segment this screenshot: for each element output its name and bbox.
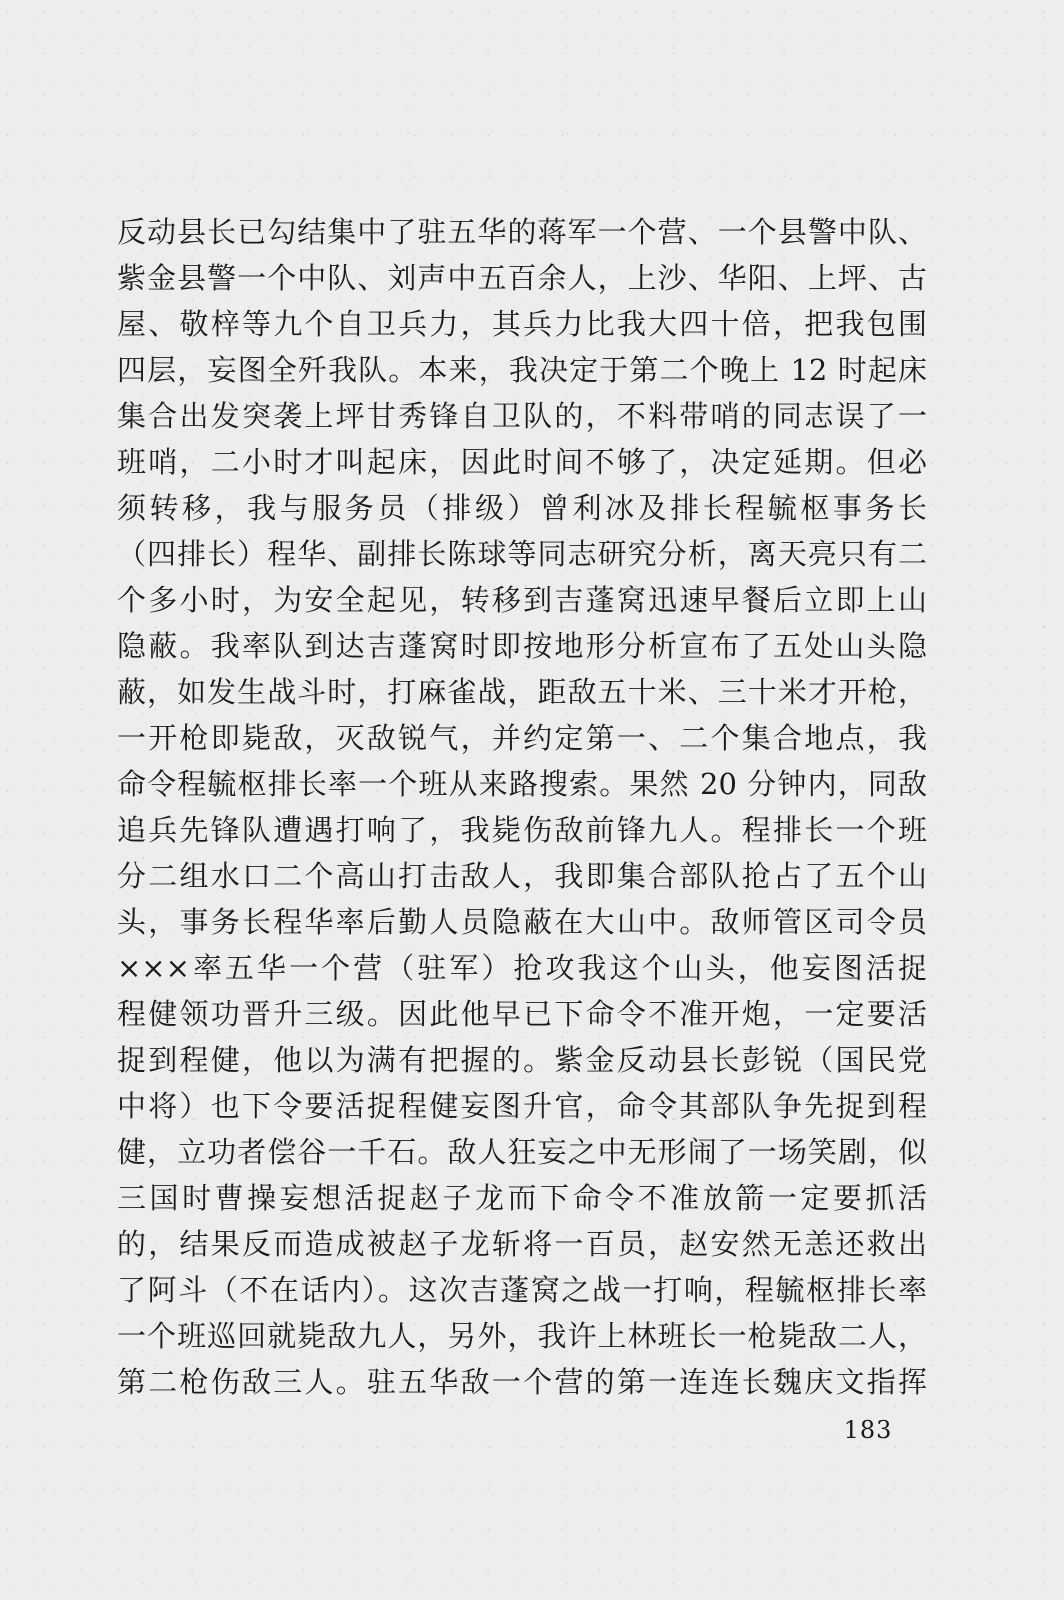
text-line: 屋、敬梓等九个自卫兵力，其兵力比我大四十倍，把我包围 [117, 307, 927, 341]
text-line: 集合出发突袭上坪甘秀锋自卫队的，不料带哨的同志误了一 [117, 399, 927, 433]
text-line: ×××率五华一个营（驻军）抢攻我这个山头，他妄图活捉 [117, 951, 927, 985]
text-line: 四层，妄图全歼我队。本来，我决定于第二个晚上 12 时起床 [117, 353, 927, 387]
text-line: 追兵先锋队遭遇打响了，我毙伤敌前锋九人。程排长一个班 [117, 813, 927, 847]
text-line: 三国时曹操妄想活捉赵子龙而下命令不准放箭一定要抓活 [117, 1181, 927, 1215]
text-line: 的，结果反而造成被赵子龙斩将一百员，赵安然无恙还救出 [117, 1227, 927, 1261]
text-line: 健，立功者偿谷一千石。敌人狂妄之中无形闹了一场笑剧，似 [117, 1135, 927, 1169]
page-number: 183 [843, 1416, 893, 1444]
text-line: 个多小时，为安全起见，转移到吉蓬窝迅速早餐后立即上山 [117, 583, 927, 617]
text-line: 中将）也下令要活捉程健妄图升官，命令其部队争先捉到程 [117, 1089, 927, 1123]
text-line: 分二组水口二个高山打击敌人，我即集合部队抢占了五个山 [117, 859, 927, 893]
text-line: 程健领功晋升三级。因此他早已下命令不准开炮，一定要活 [117, 997, 927, 1031]
text-line: 反动县长已勾结集中了驻五华的蒋军一个营、一个县警中队、 [117, 215, 927, 249]
text-line: 一开枪即毙敌，灭敌锐气，并约定第一、二个集合地点，我 [117, 721, 927, 755]
text-line: 捉到程健，他以为满有把握的。紫金反动县长彭锐（国民党 [117, 1043, 927, 1077]
text-line: 须转移，我与服务员（排级）曾利冰及排长程毓枢事务长 [117, 491, 927, 525]
text-line: （四排长）程华、副排长陈球等同志研究分析，离天亮只有二 [117, 537, 927, 571]
text-line: 第二枪伤敌三人。驻五华敌一个营的第一连连长魏庆文指挥 [117, 1365, 927, 1399]
text-line: 了阿斗（不在话内）。这次吉蓬窝之战一打响，程毓枢排长率 [117, 1273, 927, 1307]
text-line: 紫金县警一个中队、刘声中五百余人，上沙、华阳、上坪、古 [117, 261, 927, 295]
text-line: 隐蔽。我率队到达吉蓬窝时即按地形分析宣布了五处山头隐 [117, 629, 927, 663]
body-text [117, 209, 927, 1405]
text-line: 班哨，二小时才叫起床，因此时间不够了，决定延期。但必 [117, 445, 927, 479]
text-line: 头，事务长程华率后勤人员隐蔽在大山中。敌师管区司令员 [117, 905, 927, 939]
text-line: 蔽，如发生战斗时，打麻雀战，距敌五十米、三十米才开枪， [117, 675, 927, 709]
text-line: 一个班巡回就毙敌九人，另外，我许上林班长一枪毙敌二人， [117, 1319, 927, 1353]
text-line: 命令程毓枢排长率一个班从来路搜索。果然 20 分钟内，同敌 [117, 767, 927, 801]
